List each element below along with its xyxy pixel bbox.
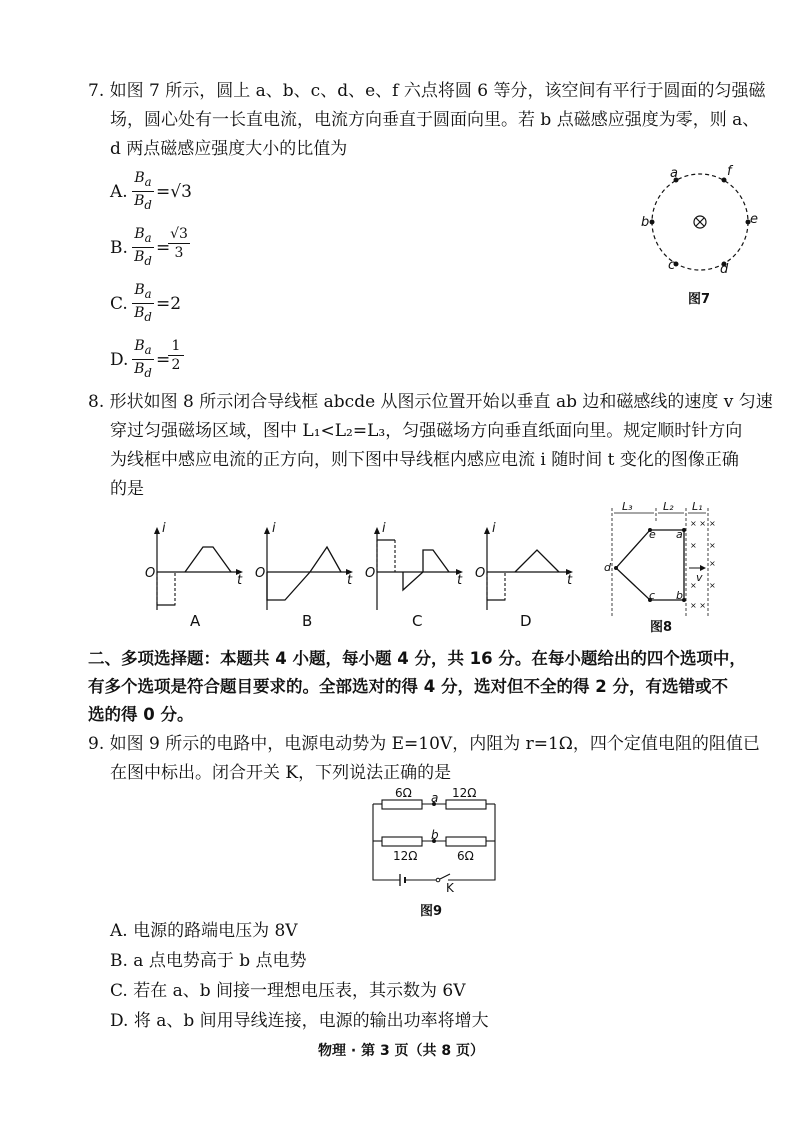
fig8-e: e	[649, 528, 656, 541]
q9-option-c: C. 若在 a、b 间接一理想电压表，其示数为 6V	[110, 981, 466, 1001]
q8-graph-c	[365, 525, 465, 615]
q9-option-d: D. 将 a、b 间用导线连接，电源的输出功率将增大	[110, 1011, 489, 1031]
svg-text:×: ×	[709, 541, 716, 550]
q8-graph-d	[475, 525, 575, 615]
svg-text:×: ×	[709, 519, 716, 528]
q8-d-origin: O	[475, 566, 486, 581]
fig8-l2: L₂	[663, 500, 674, 513]
q9-line1: 9. 如图 9 所示的电路中，电源电动势为 E=10V，内阻为 r=1Ω，四个定值电阻的阻值已	[88, 734, 760, 754]
q8-a-axis-t: t	[237, 573, 243, 588]
fig8-b: b	[676, 589, 683, 602]
fig7-point-f: f	[727, 164, 732, 179]
section2-line3: 选的得 0 分。	[88, 705, 194, 724]
fig8-c: c	[649, 589, 656, 602]
q8-line2: 穿过匀强磁场区域，图中 L₁<L₂=L₃，匀强磁场方向垂直纸面向里。规定顺时针方向	[110, 421, 743, 441]
q8-a-origin: O	[145, 566, 156, 581]
q8-graph-a	[145, 525, 245, 615]
q8-graph-d-label: D	[520, 612, 532, 630]
q8-d-axis-t: t	[567, 573, 573, 588]
q8-graph-b	[255, 525, 355, 615]
q8-d-axis-i: i	[492, 521, 496, 536]
q8-line3: 为线框中感应电流的正方向，则下图中导线框内感应电流 i 随时间 t 变化的图像正确	[110, 450, 739, 470]
svg-text:×: ×	[690, 581, 697, 590]
fig9-node-b: b	[431, 828, 439, 842]
fig7-point-c: c	[668, 258, 676, 273]
figure-9-caption: 图9	[420, 904, 443, 919]
figure-8-caption: 图8	[650, 620, 673, 635]
svg-text:×: ×	[690, 541, 697, 550]
fig7-point-a: a	[670, 166, 678, 181]
svg-text:× ×: × ×	[690, 519, 706, 528]
svg-text:×: ×	[709, 581, 716, 590]
fig7-point-e: e	[750, 212, 758, 227]
q8-a-axis-i: i	[162, 521, 166, 536]
fig9-r-bot-left: 12Ω	[393, 849, 418, 863]
q8-b-axis-t: t	[347, 573, 353, 588]
q8-c-axis-i: i	[382, 521, 386, 536]
q8-b-axis-i: i	[272, 521, 276, 536]
q7-a-num: $B_a$	[134, 170, 152, 189]
figure-7	[640, 165, 760, 285]
q8-line4: 的是	[110, 479, 144, 499]
q8-line1: 8. 形状如图 8 所示闭合导线框 abcde 从图示位置开始以垂直 ab 边和磁感线的速度 v 匀速	[88, 392, 773, 412]
fig9-node-a: a	[431, 791, 439, 805]
q9-option-a: A. 电源的路端电压为 8V	[110, 921, 298, 941]
q7-line1: 7. 如图 7 所示，圆上 a、b、c、d、e、f 六点将圆 6 等分，该空间有平行于圆面的匀强磁	[88, 81, 766, 101]
svg-text:× ×: × ×	[690, 601, 706, 610]
svg-text:×: ×	[709, 559, 716, 568]
fig8-v: v	[696, 571, 703, 584]
q8-c-origin: O	[365, 566, 376, 581]
q9-line2: 在图中标出。闭合开关 K，下列说法正确的是	[110, 763, 452, 783]
figure-7-caption: 图7	[688, 292, 711, 307]
q8-graph-b-label: B	[302, 612, 313, 630]
fig9-r-top-left: 6Ω	[395, 786, 412, 800]
fig8-a: a	[676, 528, 683, 541]
section2-line1: 二、多项选择题：本题共 4 小题，每小题 4 分，共 16 分。在每小题给出的四个选项中，	[88, 649, 746, 668]
fig9-r-bot-right: 6Ω	[457, 849, 474, 863]
q7-line3: d 两点磁感应强度大小的比值为	[110, 139, 348, 159]
q8-c-axis-t: t	[457, 573, 463, 588]
q9-option-b: B. a 点电势高于 b 点电势	[110, 951, 307, 971]
fig8-l3: L₃	[622, 500, 633, 513]
fig7-point-d: d	[720, 262, 729, 277]
fig9-switch-k: K	[446, 881, 454, 895]
q7-a-den: $B_d$	[134, 192, 152, 212]
q7-line2: 场，圆心处有一长直电流，电流方向垂直于圆面向里。若 b 点磁感应强度为零，则 a、	[110, 110, 760, 130]
fig7-point-b: b	[641, 215, 650, 230]
section2-line2: 有多个选项是符合题目要求的。全部选对的得 4 分，选对但不全的得 2 分，有选错或不	[88, 677, 728, 696]
q8-graph-a-label: A	[190, 612, 201, 630]
fig9-r-top-right: 12Ω	[452, 786, 477, 800]
fig8-d: d	[604, 561, 611, 574]
q8-graph-c-label: C	[412, 612, 423, 630]
figure-8	[600, 500, 725, 618]
page-footer: 物理 · 第 3 页（共 8 页）	[318, 1043, 485, 1059]
fig8-l1: L₁	[692, 500, 703, 513]
q8-b-origin: O	[255, 566, 266, 581]
